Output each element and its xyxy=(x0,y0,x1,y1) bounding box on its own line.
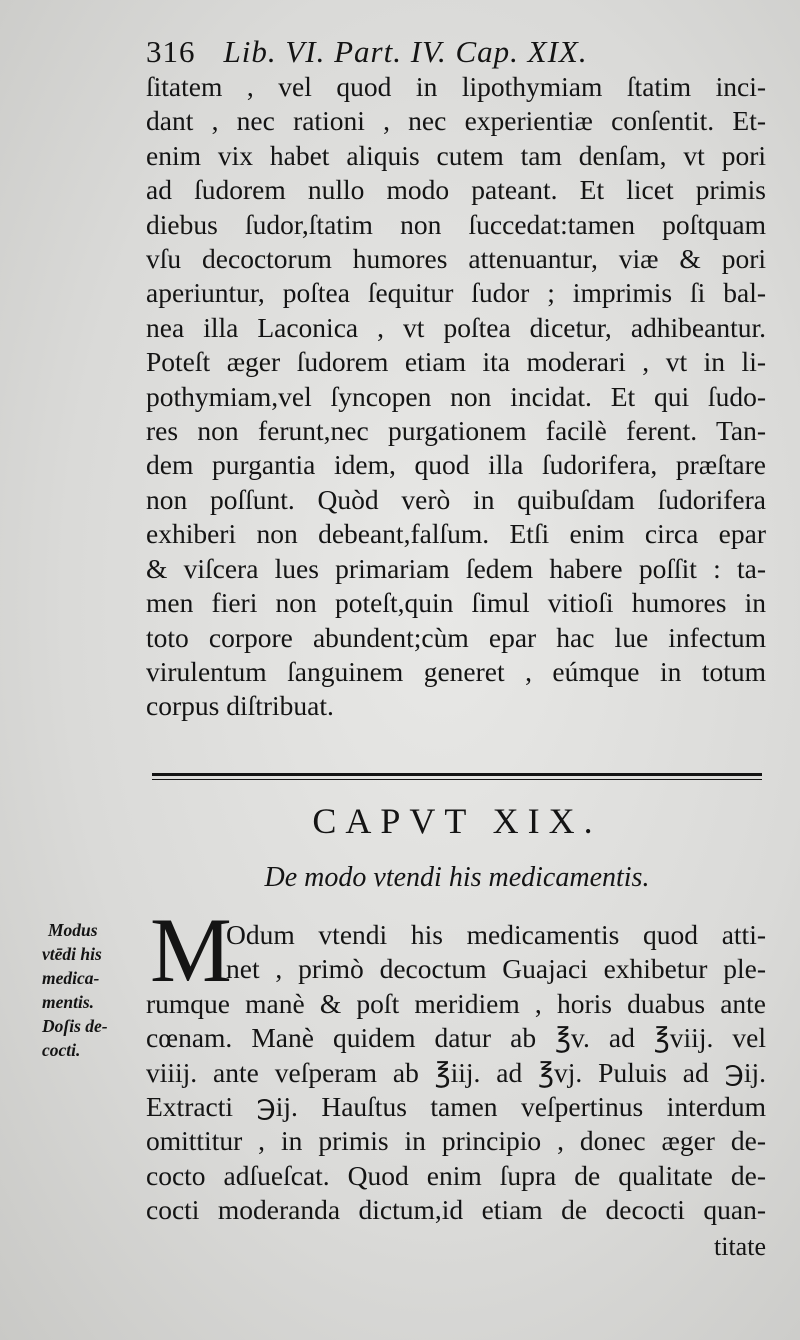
body-text xyxy=(146,70,766,724)
catchword: titate xyxy=(714,1232,766,1261)
margin-note-line: Modus xyxy=(48,920,98,940)
text-line: Extracti ℈ij. Hauſtus tamen veſpertinus interdum xyxy=(146,1091,766,1123)
text-line: viiij. ante veſperam ab ℥iij. ad ℥vj. Puluis ad ℈ij. xyxy=(146,1056,766,1088)
text-line: net , primò decoctum Guajaci exhibetur ple- xyxy=(226,953,766,985)
text-line: non poſſunt. Quòd verò in quibuſdam ſudorifera xyxy=(146,483,766,515)
chapter-subtitle: De modo vtendi his medicamentis. xyxy=(264,862,650,893)
text-line: exhiberi non debeant,falſum. Etſi enim circa epar xyxy=(146,518,766,550)
running-head xyxy=(146,34,766,70)
chapter-text xyxy=(146,918,766,1228)
text-line: corpus diſtribuat. xyxy=(146,690,334,722)
margin-note xyxy=(42,918,142,1062)
text-line: res non ferunt,nec purgationem facilè ferent. Tan- xyxy=(146,415,766,447)
text-line: virulentum ſanguinem generet , eúmque in totum xyxy=(146,655,766,687)
margin-note-line: cocti. xyxy=(42,1040,81,1060)
text-line: nea illa Laconica , vt poſtea dicetur, adhibeantur. xyxy=(146,311,766,343)
text-line: cocti moderanda dictum,id etiam de decocti quan- xyxy=(146,1194,766,1226)
text-line: dant , nec rationi , nec experientiæ conſentit. Et- xyxy=(146,105,766,137)
drop-cap: M xyxy=(150,899,232,1001)
chapter-divider-rule xyxy=(152,773,762,780)
text-line: Odum vtendi his medicamentis quod atti- xyxy=(226,919,766,950)
text-line: diebus ſudor,ſtatim non ſuccedat:tamen poſtquam xyxy=(146,208,766,240)
margin-note-line: mentis. xyxy=(42,992,95,1012)
text-line: cocto adſueſcat. Quod enim ſupra de qualitate de- xyxy=(146,1159,766,1191)
text-line: pothymiam,vel ſyncopen non incidat. Et qui ſudo- xyxy=(146,380,766,412)
margin-note-line: Doſis de- xyxy=(42,1016,108,1036)
text-line: vſu decoctorum humores attenuantur, viæ & pori xyxy=(146,243,766,275)
text-line: omittitur , in primis in principio , donec æger de- xyxy=(146,1125,766,1157)
text-line: & viſcera lues primariam ſedem habere poſſit : ta- xyxy=(146,552,766,584)
text-line: Poteſt æger ſudorem etiam ita moderari , vt in li- xyxy=(146,346,766,378)
margin-note-line: vtēdi his xyxy=(42,944,102,964)
margin-note-line: medica- xyxy=(42,968,100,988)
chapter-title: CAPVT XIX. xyxy=(312,801,602,841)
text-line: rumque manè & poſt meridiem , horis duabus ante xyxy=(146,987,766,1019)
text-line: aperiuntur, poſtea ſequitur ſudor ; imprimis ſi bal- xyxy=(146,277,766,309)
text-line: ſitatem , vel quod in lipothymiam ſtatim inci- xyxy=(146,71,766,102)
text-line: dem purgantia idem, quod illa ſudorifera, præſtare xyxy=(146,449,766,481)
text-line: men fieri non poteſt,quin ſimul vitioſi humores in xyxy=(146,587,766,619)
text-line: toto corpore abundent;cùm epar hac lue infectum xyxy=(146,621,766,653)
text-line: enim vix habet aliquis cutem tam denſam, vt pori xyxy=(146,139,766,171)
page-number: 316 xyxy=(146,34,196,69)
running-title: Lib. VI. Part. IV. Cap. XIX. xyxy=(223,34,588,69)
text-line: ad ſudorem nullo modo pateant. Et licet primis xyxy=(146,174,766,206)
text-line: cœnam. Manè quidem datur ab ℥v. ad ℥viij. vel xyxy=(146,1022,766,1054)
